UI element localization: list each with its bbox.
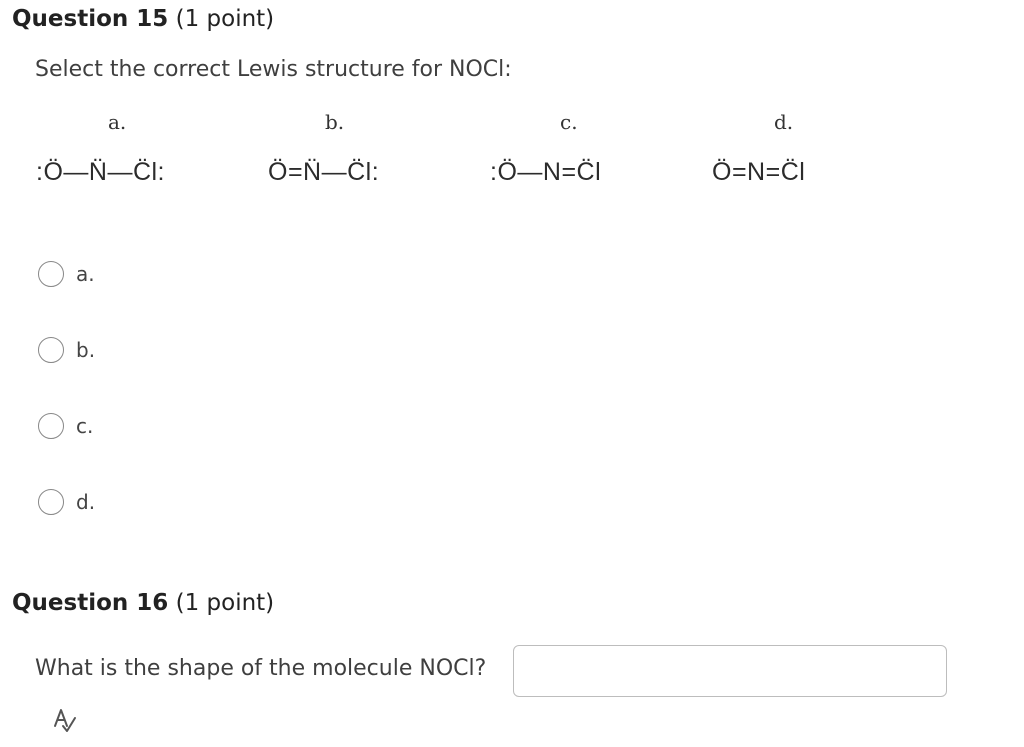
lewis-structures-figure	[0, 100, 1024, 230]
structure-a: :Ö—N̈—C̈l:	[36, 158, 165, 186]
figure-label-a: a.	[108, 110, 127, 134]
option-b-label: b.	[76, 338, 96, 362]
option-b[interactable]	[38, 335, 95, 365]
answer-input[interactable]	[513, 645, 947, 697]
question-points: (1 point)	[175, 6, 275, 32]
radio-button-b[interactable]	[38, 337, 64, 363]
question-number: Question 16	[12, 590, 169, 616]
question-number: Question 15	[12, 6, 169, 32]
option-a[interactable]	[38, 259, 95, 289]
option-d-label: d.	[76, 490, 96, 514]
question-points: (1 point)	[175, 590, 275, 616]
radio-button-d[interactable]	[38, 489, 64, 515]
option-a-label: a.	[76, 262, 95, 286]
question-16-prompt: What is the shape of the molecule NOCl?	[35, 656, 487, 681]
question-15-header	[12, 6, 274, 32]
question-15-prompt: Select the correct Lewis structure for NOCl:	[35, 57, 512, 82]
option-d[interactable]	[38, 487, 95, 517]
spellcheck-icon[interactable]	[50, 706, 78, 734]
structure-b: Ö=N̈—C̈l:	[268, 158, 380, 186]
figure-label-d: d.	[774, 110, 794, 134]
radio-button-c[interactable]	[38, 413, 64, 439]
question-16-header	[12, 590, 274, 616]
figure-label-c: c.	[560, 110, 578, 134]
structure-c: :Ö—N=C̈l	[490, 158, 602, 186]
structure-d: Ö=N=C̈l	[712, 158, 806, 186]
radio-button-a[interactable]	[38, 261, 64, 287]
option-c[interactable]	[38, 411, 93, 441]
option-c-label: c.	[76, 414, 94, 438]
figure-label-b: b.	[325, 110, 345, 134]
